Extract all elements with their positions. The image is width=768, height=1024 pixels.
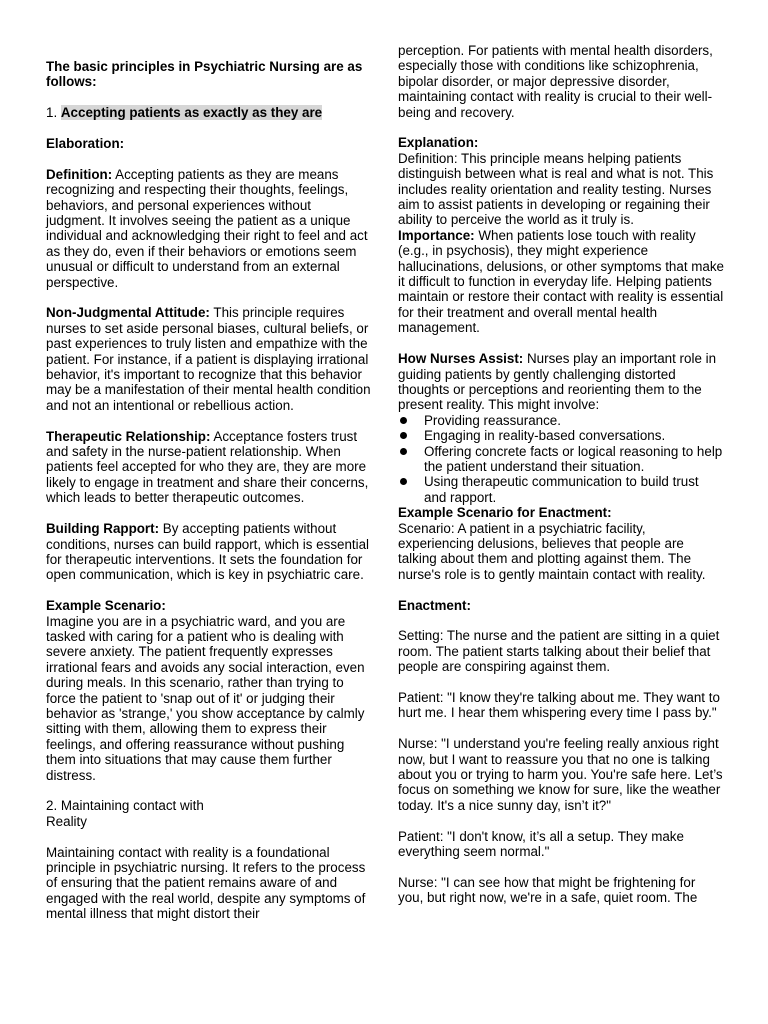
- highlighted-principle-title: Accepting patients as exactly as they are: [60, 105, 323, 121]
- patient-line-1: Patient: "I know they're talking about me. They want to hurt me. I hear them whispering every time I pass by.": [398, 689, 720, 721]
- list-item: Engaging in reality-based conversations.: [398, 428, 724, 443]
- continuation-paragraph: perception. For patients with mental health disorders, especially those with conditions like schizophrenia, bipolar disorder, or major depressive disorder, maintaining contact with reality is crucial to their well-being and recovery.: [398, 43, 713, 120]
- therapeutic-relationship-paragraph: Therapeutic Relationship: Acceptance fosters trust and safety in the nurse-patient relationship. When patients feel accepted for who they are, they are more likely to engage in treatment and share their concerns, which leads to better therapeutic outcomes.: [46, 428, 369, 506]
- importance-paragraph: Importance: When patients lose touch with reality (e.g., in psychosis), they might experience hallucinations, delusions, or other symptoms that make it difficult to function in everyday life. Helping patients maintain or restore their contact with reality is essential for their treatment and overall mental health management.: [398, 227, 724, 336]
- right-column: [398, 0, 724, 906]
- setting-paragraph: Setting: The nurse and the patient are sitting in a quiet room. The patient starts talking about their belief that people are conspiring against them.: [398, 628, 720, 675]
- maintaining-contact-paragraph: Maintaining contact with reality is a foundational principle in psychiatric nursing. It refers to the process of ensuring that the patient remains aware of and engaged with the real world, despite any symptoms of mental illness that might distort their: [46, 844, 366, 922]
- definition-paragraph: Definition: Accepting patients as they are means recognizing and respecting their thoughts, feelings, behaviors, and personal experiences without judgment. It involves seeing the patient as a unique individual and acknowledging their right to feel and act as they do, even if their behaviors or emotions seem unusual or difficult to understand from an external perspective.: [46, 166, 368, 290]
- how-nurses-assist-paragraph: How Nurses Assist: Nurses play an important role in guiding patients by gently challenging distorted thoughts or perceptions and reorienting them to the present reality. This might involve:: [398, 351, 717, 413]
- explanation-heading: Explanation:: [398, 135, 479, 151]
- definition-paragraph-2: Definition: This principle means helping patients distinguish between what is real and what is not. This includes reality orientation and reality testing. Nurses aim to assist patients in developing or regaining their ability to perceive the world as it truly is.: [398, 150, 714, 228]
- nurse-line-1: Nurse: "I understand you're feeling really anxious right now, but I want to reassure you that no one is talking about you or trying to harm you. You're safe here. Let’s focus on something we know for sure, like the weather today. It's a nice sunny day, isn’t it?": [398, 736, 723, 813]
- non-judgmental-paragraph: Non-Judgmental Attitude: This principle requires nurses to set aside personal biases, cultural beliefs, or past experiences to truly listen and empathize with the patient. For instance, if a patient is displaying irrational behavior, it's important to recognize that this behavior may be a manifestation of their mental health condition and not an intentional or rebellious action.: [46, 305, 371, 413]
- nurse-line-2: Nurse: "I can see how that might be frightening for you, but right now, we're in a safe, quiet room. The: [398, 874, 698, 906]
- list-item: Providing reassurance.: [398, 413, 724, 428]
- assist-bullet-list: [398, 413, 724, 505]
- principle-2-title: 2. Maintaining contact with Reality: [46, 798, 204, 829]
- enactment-heading: Enactment:: [398, 597, 471, 613]
- principle-1-title: 1. Accepting patients as exactly as they are: [46, 105, 323, 121]
- list-item: Using therapeutic communication to build trust and rapport.: [398, 474, 724, 505]
- example-scenario-paragraph: Imagine you are in a psychiatric ward, and you are tasked with caring for a patient who is dealing with severe anxiety. The patient frequently expresses irrational fears and avoids any social interaction, even during meals. In this scenario, rather than trying to force the patient to 'snap out of it' or judging their behavior as 'strange,' you show acceptance by calmly sitting with them, allowing them to express their feelings, and offering reassurance without pushing them into situations that may cause them further distress.: [46, 613, 365, 783]
- enactment-example-heading: Example Scenario for Enactment:: [398, 505, 612, 521]
- scenario-paragraph: Scenario: A patient in a psychiatric facility, experiencing delusions, believes that people are talking about them and plotting against them. The nurse's role is to gently maintain contact with reality.: [398, 520, 706, 582]
- section-heading: The basic principles in Psychiatric Nursing are as follows:: [46, 59, 363, 90]
- left-column: [46, 0, 372, 922]
- elaboration-heading: Elaboration:: [46, 136, 125, 151]
- building-rapport-paragraph: Building Rapport: By accepting patients without conditions, nurses can build rapport, which is essential for therapeutic interventions. It sets the foundation for open communication, which is key in psychiatric care.: [46, 521, 370, 583]
- example-scenario-heading: Example Scenario:: [46, 598, 166, 614]
- list-item: Offering concrete facts or logical reasoning to help the patient understand their situation.: [398, 444, 724, 475]
- patient-line-2: Patient: "I don't know, it’s all a setup. They make everything seem normal.": [398, 828, 684, 860]
